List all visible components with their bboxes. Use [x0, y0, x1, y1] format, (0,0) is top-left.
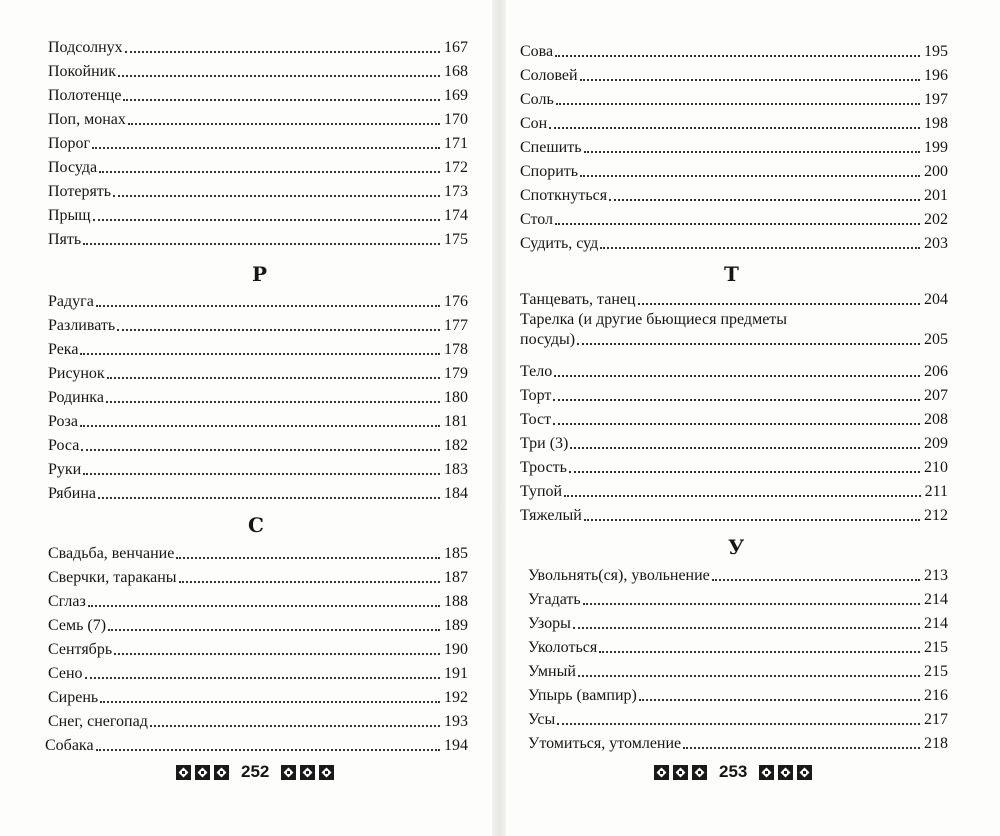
- index-entry: [48, 106, 468, 130]
- entry-page: 190: [444, 641, 468, 658]
- entry-label: Сирень: [48, 689, 99, 706]
- index-entry: [48, 456, 468, 480]
- dot-leader: [638, 303, 920, 305]
- ornament-icon: [176, 765, 191, 780]
- dot-leader: [555, 55, 920, 57]
- entry-page: 178: [444, 341, 468, 358]
- entry-label: Тупой: [520, 483, 563, 500]
- entry-page: 203: [924, 235, 948, 252]
- dot-leader: [85, 677, 440, 679]
- section-letter-t: Т: [724, 262, 739, 286]
- entry-label: Роза: [48, 413, 78, 430]
- dot-leader: [554, 375, 920, 377]
- index-entry: [48, 708, 468, 732]
- index-entry: [48, 408, 468, 432]
- index-entry: [520, 358, 948, 382]
- dot-leader: [125, 51, 440, 53]
- index-entry: [520, 286, 948, 310]
- entry-label: Свадьба, венчание: [48, 545, 175, 562]
- entry-label: Уколоться: [528, 639, 598, 656]
- entry-label-continued: посуды): [520, 331, 576, 348]
- dot-leader: [81, 449, 440, 451]
- dot-leader: [570, 447, 920, 449]
- index-entry: [48, 288, 468, 312]
- entry-page: 197: [924, 91, 948, 108]
- index-entry: [520, 38, 948, 62]
- dot-leader: [98, 497, 440, 499]
- entry-label: Танцевать, танец: [520, 291, 636, 308]
- index-entry: [48, 480, 468, 504]
- entry-page: 193: [444, 713, 468, 730]
- dot-leader: [557, 723, 920, 725]
- entry-label: Узоры: [528, 615, 571, 632]
- dot-leader: [584, 151, 920, 153]
- entry-page: 215: [924, 639, 948, 656]
- entry-page: 207: [924, 387, 948, 404]
- entry-page: 195: [924, 43, 948, 60]
- entry-label: Споткнуться: [520, 187, 608, 204]
- entry-page: 183: [444, 461, 468, 478]
- entry-label: Покойник: [48, 63, 116, 80]
- index-entry: [48, 82, 468, 106]
- entry-label: Сентябрь: [48, 641, 113, 658]
- entry-label: Тарелка (и другие бьющиеся предметы: [520, 311, 788, 328]
- entry-page: 173: [444, 183, 468, 200]
- entry-page: 176: [444, 293, 468, 310]
- left-page: [0, 0, 496, 836]
- entry-label: Рисунок: [48, 365, 105, 382]
- entry-page: 167: [444, 39, 468, 56]
- entry-page: 200: [924, 163, 948, 180]
- index-entry: [520, 182, 948, 206]
- index-entry: [520, 62, 948, 86]
- ornament-icon: [319, 765, 334, 780]
- dot-leader: [80, 425, 440, 427]
- entry-page: 218: [924, 735, 948, 752]
- dot-leader: [107, 377, 440, 379]
- entry-page: 205: [924, 331, 948, 348]
- entry-label: Полотенце: [48, 87, 122, 104]
- left-page-footer: [176, 762, 334, 782]
- entry-label: Сова: [520, 43, 554, 60]
- page-number: 252: [241, 762, 270, 781]
- entry-page: 187: [444, 569, 468, 586]
- index-entry: [528, 634, 948, 658]
- index-entry: [48, 178, 468, 202]
- index-entry: [520, 478, 948, 502]
- entry-page: 188: [444, 593, 468, 610]
- index-entry: [520, 406, 948, 430]
- index-entry: [520, 382, 948, 406]
- entry-label: Сон: [520, 115, 548, 132]
- index-entry: [48, 588, 468, 612]
- entry-page: 215: [924, 663, 948, 680]
- dot-leader: [96, 749, 440, 751]
- dot-leader: [123, 99, 440, 101]
- dot-leader: [609, 199, 920, 201]
- entry-page: 199: [924, 139, 948, 156]
- ornament-icon: [797, 765, 812, 780]
- entry-label: Собака: [45, 737, 94, 754]
- entry-continuation: [520, 330, 948, 350]
- index-entry: [520, 454, 948, 478]
- entry-page: 180: [444, 389, 468, 406]
- dot-leader: [683, 747, 920, 749]
- index-entry: [520, 206, 948, 230]
- entry-page: 204: [924, 291, 948, 308]
- ornament-icon: [281, 765, 296, 780]
- index-entry: [528, 658, 948, 682]
- dot-leader: [113, 195, 440, 197]
- index-entry: [48, 154, 468, 178]
- page-number: 253: [719, 762, 748, 781]
- dot-leader: [106, 401, 440, 403]
- entry-page: 209: [924, 435, 948, 452]
- index-entry: [48, 612, 468, 636]
- entry-label: Руки: [48, 461, 82, 478]
- entry-page: 217: [924, 711, 948, 728]
- entry-label: Посуда: [48, 159, 98, 176]
- entry-page: 177: [444, 317, 468, 334]
- dot-leader: [179, 581, 440, 583]
- entry-page: 213: [924, 567, 948, 584]
- dot-leader: [583, 603, 920, 605]
- entry-page: 198: [924, 115, 948, 132]
- entry-page: 194: [444, 737, 468, 754]
- dot-leader: [600, 247, 920, 249]
- dot-leader: [99, 171, 440, 173]
- index-entry: [520, 86, 948, 110]
- dot-leader: [564, 495, 920, 497]
- dot-leader: [118, 75, 440, 77]
- index-entry: [528, 562, 948, 586]
- index-entry: [48, 226, 468, 250]
- entry-label: Спешить: [520, 139, 582, 156]
- entry-page: 191: [444, 665, 468, 682]
- index-entry: [528, 682, 948, 706]
- index-entry: [48, 130, 468, 154]
- entry-page: 206: [924, 363, 948, 380]
- entry-page: 185: [444, 545, 468, 562]
- entry-label: Сглаз: [48, 593, 86, 610]
- ornament-icon: [300, 765, 315, 780]
- dot-leader: [639, 699, 920, 701]
- index-entry: [528, 706, 948, 730]
- dot-leader: [128, 123, 440, 125]
- index-entry: [48, 34, 468, 58]
- dot-leader: [553, 399, 920, 401]
- entry-page: 179: [444, 365, 468, 382]
- entry-page: 216: [924, 687, 948, 704]
- dot-leader: [80, 353, 440, 355]
- index-entry: [48, 636, 468, 660]
- index-entry: [48, 540, 468, 564]
- entry-label: Тяжелый: [520, 507, 582, 524]
- entry-page: 214: [924, 591, 948, 608]
- entry-page: 169: [444, 87, 468, 104]
- ornament-icon: [759, 765, 774, 780]
- section-letter-s: С: [248, 513, 264, 537]
- index-entry: [520, 502, 948, 526]
- dot-leader: [117, 329, 440, 331]
- dot-leader: [92, 147, 440, 149]
- entry-page: 211: [924, 483, 948, 500]
- entry-label: Торт: [520, 387, 552, 404]
- entry-label: Радуга: [48, 293, 94, 310]
- entry-page: 201: [924, 187, 948, 204]
- entry-page: 171: [444, 135, 468, 152]
- entry-page: 174: [444, 207, 468, 224]
- dot-leader: [712, 579, 920, 581]
- entry-page: 189: [444, 617, 468, 634]
- entry-label: Подсолнух: [48, 39, 123, 56]
- right-page-footer: [654, 762, 812, 782]
- index-entry: [520, 134, 948, 158]
- entry-page: 212: [924, 507, 948, 524]
- entry-label: Поп, монах: [48, 111, 126, 128]
- dot-leader: [108, 629, 440, 631]
- dot-leader: [580, 79, 920, 81]
- entry-label: Река: [48, 341, 79, 358]
- entry-label: Утомиться, утомление: [528, 735, 682, 752]
- entry-label: Усы: [528, 711, 556, 728]
- entry-label: Угадать: [528, 591, 581, 608]
- index-entry: [48, 360, 468, 384]
- ornament-icon: [654, 765, 669, 780]
- index-entry: [45, 732, 468, 756]
- entry-label: Трость: [520, 459, 567, 476]
- ornament-icon: [195, 765, 210, 780]
- entry-page: 172: [444, 159, 468, 176]
- entry-label: Соль: [520, 91, 554, 108]
- ornament-icon: [778, 765, 793, 780]
- entry-label: Тост: [520, 411, 552, 428]
- entry-label: Три (3): [520, 435, 569, 452]
- dot-leader: [93, 219, 440, 221]
- dot-leader: [96, 305, 440, 307]
- entry-page: 202: [924, 211, 948, 228]
- dot-leader: [580, 175, 920, 177]
- entry-page: 181: [444, 413, 468, 430]
- dot-leader: [573, 627, 920, 629]
- dot-leader: [176, 557, 440, 559]
- entry-label: Разливать: [48, 317, 116, 334]
- entry-label: Соловей: [520, 67, 578, 84]
- entry-page: 196: [924, 67, 948, 84]
- entry-label: Спорить: [520, 163, 579, 180]
- dot-leader: [578, 675, 920, 677]
- dot-leader: [584, 519, 920, 521]
- index-entry: [520, 230, 948, 254]
- index-entry: [48, 312, 468, 336]
- dot-leader: [549, 127, 920, 129]
- dot-leader: [569, 471, 920, 473]
- dot-leader: [100, 701, 440, 703]
- entry-label: Потерять: [48, 183, 112, 200]
- entry-label: Умный: [528, 663, 576, 680]
- entry-page: 170: [444, 111, 468, 128]
- index-entry: [520, 158, 948, 182]
- entry-label: Судить, суд: [520, 235, 599, 252]
- dot-leader: [556, 103, 920, 105]
- ornament-icon: [673, 765, 688, 780]
- entry-label: Родинка: [48, 389, 104, 406]
- entry-label: Упырь (вампир): [528, 687, 637, 704]
- index-entry: [528, 610, 948, 634]
- index-entry: [48, 684, 468, 708]
- index-entry: [48, 202, 468, 226]
- entry-label: Прыщ: [48, 207, 91, 224]
- section-letter-u: У: [728, 535, 745, 559]
- entry-page: 175: [444, 231, 468, 248]
- right-page: [504, 0, 1000, 836]
- entry-label: Пять: [48, 231, 82, 248]
- entry-page: 184: [444, 485, 468, 502]
- dot-leader: [150, 725, 440, 727]
- entry-page: 210: [924, 459, 948, 476]
- index-entry: [520, 310, 948, 354]
- entry-label: Стол: [520, 211, 554, 228]
- ornament-icon: [214, 765, 229, 780]
- index-entry: [48, 432, 468, 456]
- ornament-icon: [692, 765, 707, 780]
- entry-label: Увольнять(ся), увольнение: [528, 567, 710, 584]
- entry-page: 208: [924, 411, 948, 428]
- index-entry: [528, 586, 948, 610]
- entry-label: Семь (7): [48, 617, 107, 634]
- dot-leader: [114, 653, 440, 655]
- dot-leader: [88, 605, 440, 607]
- entry-label: Роса: [48, 437, 80, 454]
- dot-leader: [599, 651, 920, 653]
- entry-page: 214: [924, 615, 948, 632]
- entry-page: 168: [444, 63, 468, 80]
- index-entry: [48, 336, 468, 360]
- dot-leader: [83, 473, 440, 475]
- section-letter-r: Р: [252, 262, 268, 286]
- entry-label: Порог: [48, 135, 91, 152]
- entry-page: 192: [444, 689, 468, 706]
- dot-leader: [83, 243, 440, 245]
- entry-label: Сено: [48, 665, 83, 682]
- index-entry: [48, 384, 468, 408]
- index-entry: [48, 564, 468, 588]
- entry-label: Снег, снегопад: [48, 713, 148, 730]
- entry-page: 182: [444, 437, 468, 454]
- entry-label: Тело: [520, 363, 553, 380]
- index-entry: [520, 110, 948, 134]
- index-entry: [520, 430, 948, 454]
- dot-leader: [553, 423, 920, 425]
- index-entry: [48, 660, 468, 684]
- dot-leader: [577, 343, 920, 345]
- index-entry: [528, 730, 948, 754]
- entry-label: Сверчки, тараканы: [48, 569, 177, 586]
- entry-label: Рябина: [48, 485, 97, 502]
- dot-leader: [555, 223, 920, 225]
- index-entry: [48, 58, 468, 82]
